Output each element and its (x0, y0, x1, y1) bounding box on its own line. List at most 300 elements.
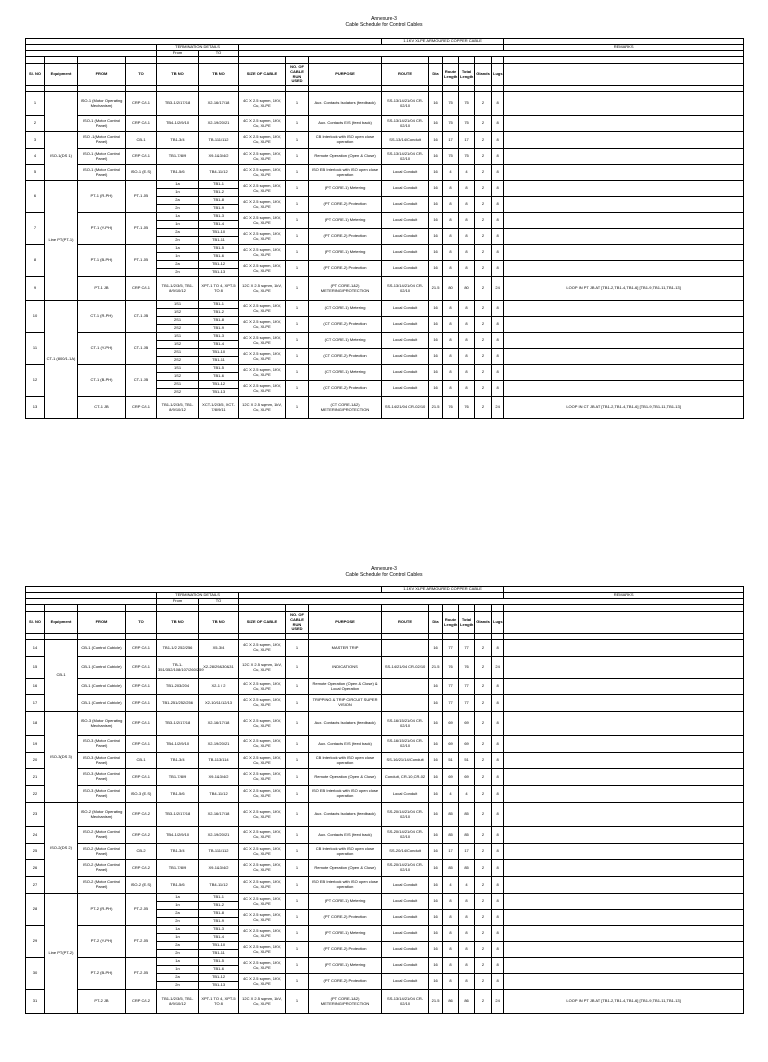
lugs-cell: 8 (492, 317, 504, 333)
runs-cell: 1 (286, 181, 309, 197)
table-cell (475, 57, 492, 64)
route-length-cell: 8 (443, 365, 459, 381)
table-cell (126, 57, 157, 64)
from-cell: ISO-2 (Motor Control Panel) (78, 827, 126, 844)
remarks-cell (504, 827, 744, 844)
tb-to-cell: TB1-1 (199, 301, 239, 309)
lugs-cell: 8 (492, 365, 504, 381)
glands-cell: 2 (475, 877, 492, 894)
from-cell: ISO-1 (Motor Control Panel) (78, 116, 126, 132)
runs-cell: 1 (286, 786, 309, 803)
remarks-cell (504, 365, 744, 381)
tb-from-cell: 1S2 (157, 341, 199, 349)
lugs-cell: 8 (492, 132, 504, 149)
column-header-size: SIZE OF CABLE (239, 64, 286, 86)
dia-cell: 16 (429, 116, 443, 132)
runs-cell: 1 (286, 753, 309, 769)
schedule-sheet-2 (0, 550, 768, 1062)
remarks-cell (504, 116, 744, 132)
lugs-cell: 8 (492, 712, 504, 736)
tb-to-cell: TB1-10 (199, 942, 239, 950)
purpose-cell: ISO EB Interlock with ISO open close operation (309, 165, 382, 181)
tb-from-cell: 2a (157, 197, 199, 205)
dia-cell: 21.5 (429, 657, 443, 679)
runs-cell: 1 (286, 640, 309, 657)
glands-cell: 2 (475, 197, 492, 213)
dia-cell: 16 (429, 381, 443, 397)
table-row (26, 181, 744, 189)
tb-to-cell: TB1-13 (199, 982, 239, 990)
cable-size-cell: 4C X 2.5 sqmm, 1KV, Cu, XLPE (239, 942, 286, 958)
tb-to-cell: XCT-1/2/3/5, XCT-7/8/9/11 (199, 397, 239, 419)
serial-number: 4 (26, 149, 45, 165)
route-cell (382, 640, 429, 657)
route-length-cell: 4 (443, 165, 459, 181)
total-length-cell: 75 (459, 116, 475, 132)
dia-cell: 16 (429, 679, 443, 695)
glands-cell: 2 (475, 245, 492, 261)
table-cell (309, 57, 382, 64)
route-length-cell: 85 (443, 827, 459, 844)
from-cell: PT-2 (R-PH) (78, 894, 126, 926)
cable-size-cell: 4C X 2.5 sqmm, 1KV, Cu, XLPE (239, 827, 286, 844)
equipment-cell: Line PT(PT-2) (45, 894, 78, 1014)
table-row (26, 64, 744, 86)
tb-to-cell: TB1-2 (199, 309, 239, 317)
purpose-cell: Remote Operation (Open & Close) (309, 769, 382, 786)
total-length-cell: 80 (459, 277, 475, 301)
total-length-cell: 85 (459, 827, 475, 844)
tb-from-cell: TB1-1/2/3/5, TB1-8/9/10/12 (157, 397, 199, 419)
tb-from-cell: 1n (157, 221, 199, 229)
route-cell: Local Conduit (382, 197, 429, 213)
total-length-cell: 8 (459, 213, 475, 229)
glands-cell: 2 (475, 860, 492, 877)
tb-to-cell: X2-19/20/21 (199, 116, 239, 132)
total-length-cell: 4 (459, 786, 475, 803)
tb-to-cell: TB1-4 (199, 341, 239, 349)
to-cell: ISO-2 (E.S) (126, 877, 157, 894)
cable-size-cell: 4C X 2.5 sqmm, 1KV, Cu, XLPE (239, 181, 286, 197)
dia-cell: 16 (429, 974, 443, 990)
glands-cell: 2 (475, 736, 492, 753)
tb-from-cell: 1a (157, 926, 199, 934)
tb-from-cell: 2n (157, 918, 199, 926)
runs-cell: 1 (286, 827, 309, 844)
tb-from-cell: 2n (157, 269, 199, 277)
total-length-cell: 17 (459, 132, 475, 149)
tb-to-cell: TB1-2 (199, 189, 239, 197)
table-cell (199, 57, 239, 64)
lugs-cell: 8 (492, 769, 504, 786)
to-cell: CB-2 (126, 844, 157, 860)
lugs-cell: 8 (492, 786, 504, 803)
equipment-cell: ISO-1(DS 1) (45, 132, 78, 181)
lugs-cell: 8 (492, 695, 504, 712)
table-row (26, 245, 744, 253)
glands-cell: 2 (475, 301, 492, 317)
cable-size-cell: 4C X 2.5 sqmm, 1KV, Cu, XLPE (239, 712, 286, 736)
dia-cell: 16 (429, 245, 443, 261)
route-length-cell: 76 (443, 657, 459, 679)
purpose-cell: Aux. Contacts Isolators (feedback) (309, 712, 382, 736)
route-cell: SS-13/14/21/04 CR-02/10 (382, 116, 429, 132)
purpose-cell: (PT CORE-1) Metering (309, 926, 382, 942)
remarks-cell (504, 213, 744, 229)
route-length-cell: 75 (443, 116, 459, 132)
from-cell: CB-1 (Control Cubicle) (78, 657, 126, 679)
route-cell: Local Conduit (382, 333, 429, 349)
runs-cell: 1 (286, 657, 309, 679)
dia-cell: 16 (429, 149, 443, 165)
dia-cell: 16 (429, 786, 443, 803)
tb-from-cell: 2n (157, 205, 199, 213)
cable-size-cell: 4C X 2.5 sqmm, 1KV, Cu, XLPE (239, 132, 286, 149)
remarks-cell (504, 894, 744, 910)
to-cell: CRP C/l-1 (126, 397, 157, 419)
total-length-cell: 8 (459, 229, 475, 245)
serial-number: 23 (26, 803, 45, 827)
tb-to-cell: TB1-12 (199, 381, 239, 389)
route-length-cell: 8 (443, 245, 459, 261)
lugs-cell: 8 (492, 197, 504, 213)
dia-cell: 16 (429, 365, 443, 381)
route-length-cell: 8 (443, 317, 459, 333)
total-length-cell: 8 (459, 245, 475, 261)
tb-to-cell: TB-111/112 (199, 844, 239, 860)
serial-number: 12 (26, 365, 45, 397)
serial-number: 1 (26, 92, 45, 116)
runs-cell: 1 (286, 245, 309, 261)
runs-cell: 1 (286, 974, 309, 990)
tb-from-cell: 2a (157, 910, 199, 918)
tb-from-cell: 1S2 (157, 373, 199, 381)
lugs-cell: 8 (492, 333, 504, 349)
to-cell: CRP C/l-1 (126, 695, 157, 712)
to-cell: CRP C/l-1 (126, 149, 157, 165)
cable-size-cell: 4C X 2.5 sqmm, 1KV, Cu, XLPE (239, 769, 286, 786)
runs-cell: 1 (286, 197, 309, 213)
table-row (26, 640, 744, 657)
serial-number: 3 (26, 132, 45, 149)
glands-cell: 2 (475, 942, 492, 958)
remarks-cell (504, 92, 744, 116)
tb-to-cell: TB1-1 (199, 894, 239, 902)
column-header-glands: Glands (475, 612, 492, 634)
purpose-cell: (CT CORE-1) Metering (309, 333, 382, 349)
cable-table-1 (25, 38, 744, 419)
table-row (26, 57, 744, 64)
route-length-cell: 85 (443, 803, 459, 827)
table-row (26, 844, 744, 860)
table-row (26, 333, 744, 341)
table-cell (504, 605, 744, 612)
table-cell (459, 605, 475, 612)
lugs-cell: 8 (492, 165, 504, 181)
route-length-cell: 80 (443, 277, 459, 301)
remarks-cell: LOOP IN PT JB AT [TB1-2,TB1-4,TB1-6] [TB1-9,TB1-11,TB1-13] (504, 277, 744, 301)
tb-from-cell: TB1-5/6 (157, 877, 199, 894)
cable-size-cell: 4C X 2.5 sqmm, 1KV, Cu, XLPE (239, 640, 286, 657)
cable-size-cell: 4C X 2.5 sqmm, 1KV, Cu, XLPE (239, 679, 286, 695)
cable-size-cell: 12C X 2.5 sqmm, 1kV, Cu, XLPE (239, 277, 286, 301)
route-length-cell: 75 (443, 92, 459, 116)
route-cell: Local Conduit (382, 261, 429, 277)
purpose-cell: Aux. Contacts Isolators (feedback) (309, 803, 382, 827)
runs-cell: 1 (286, 712, 309, 736)
tb-from-cell: TB4-1/2/9/10 (157, 736, 199, 753)
total-length-cell: 8 (459, 261, 475, 277)
serial-number: 26 (26, 860, 45, 877)
tb-from-cell: 1S1 (157, 333, 199, 341)
runs-cell: 1 (286, 942, 309, 958)
table-cell (239, 57, 286, 64)
total-length-cell: 8 (459, 926, 475, 942)
tb-from-cell: TB1-1/2/3/5, TB1-8/9/10/12 (157, 990, 199, 1014)
cable-size-cell: 4C X 2.5 sqmm, 1KV, Cu, XLPE (239, 844, 286, 860)
serial-number: 28 (26, 894, 45, 926)
cable-size-cell: 4C X 2.5 sqmm, 1KV, Cu, XLPE (239, 803, 286, 827)
lugs-cell: 8 (492, 958, 504, 974)
to-cell: CRP C/l-2 (126, 827, 157, 844)
table-row (26, 301, 744, 309)
cable-size-cell: 4C X 2.5 sqmm, 1KV, Cu, XLPE (239, 877, 286, 894)
route-cell: Conduit, CR-10,CR-02 (382, 769, 429, 786)
route-length-cell: 75 (443, 149, 459, 165)
glands-cell: 2 (475, 397, 492, 419)
remarks-cell (504, 860, 744, 877)
column-header-size: SIZE OF CABLE (239, 612, 286, 634)
tb-from-cell: 2n (157, 237, 199, 245)
glands-cell: 2 (475, 640, 492, 657)
table-cell (429, 605, 443, 612)
tb-to-cell: TB1-13 (199, 269, 239, 277)
runs-cell: 1 (286, 333, 309, 349)
tb-from-cell: 2S2 (157, 357, 199, 365)
route-cell: Local Conduit (382, 229, 429, 245)
column-header-from: FROM (78, 612, 126, 634)
table-row (26, 753, 744, 769)
from-header: From (157, 51, 199, 57)
cable-size-cell: 4C X 2.5 sqmm, 1KV, Cu, XLPE (239, 349, 286, 365)
table-row (26, 116, 744, 132)
purpose-cell: (PT CORE-2) Protection (309, 942, 382, 958)
cable-size-cell: 4C X 2.5 sqmm, 1KV, Cu, XLPE (239, 860, 286, 877)
table-cell (504, 64, 744, 86)
from-cell: CT-1 JB (78, 397, 126, 419)
tb-to-cell: TB1-11 (199, 237, 239, 245)
tb-to-cell: TB4-11/12 (199, 786, 239, 803)
purpose-cell: (PT CORE-1&2) METERING/PROTECTION (309, 990, 382, 1014)
route-length-cell: 8 (443, 381, 459, 397)
serial-number: 13 (26, 397, 45, 419)
route-cell: SS-16/15/21/04 CR-02/10 (382, 736, 429, 753)
serial-number: 29 (26, 926, 45, 958)
total-length-cell: 8 (459, 197, 475, 213)
lugs-cell: 8 (492, 910, 504, 926)
from-cell: ISO -1(Motor Control Panel) (78, 132, 126, 149)
tb-from-cell: 2a (157, 974, 199, 982)
cable-size-cell: 4C X 2.5 sqmm, 1KV, Cu, XLPE (239, 958, 286, 974)
route-cell: Local Conduit (382, 942, 429, 958)
dia-cell: 16 (429, 301, 443, 317)
to-cell: PT-1 JB (126, 245, 157, 277)
dia-cell: 16 (429, 197, 443, 213)
tb-from-cell: TB1-251/252/256 (157, 695, 199, 712)
lugs-cell: 8 (492, 679, 504, 695)
lugs-cell: 8 (492, 974, 504, 990)
tb-from-cell: 2S1 (157, 349, 199, 357)
remarks-cell (504, 803, 744, 827)
table-row (26, 92, 744, 116)
total-length-cell: 85 (459, 803, 475, 827)
total-length-cell: 77 (459, 679, 475, 695)
sheet-title-2 (0, 550, 768, 578)
from-cell: PT-2 (B-PH) (78, 958, 126, 990)
total-length-cell: 8 (459, 333, 475, 349)
route-cell: Local Conduit (382, 317, 429, 333)
route-cell: Local Conduit (382, 181, 429, 197)
lugs-cell: 8 (492, 803, 504, 827)
tb-to-cell: X5-3/4 (199, 640, 239, 657)
termination-details-header: TERMINATION DETAILS (157, 593, 239, 599)
route-length-cell: 85 (443, 860, 459, 877)
tb-from-cell: TB1-5/6 (157, 786, 199, 803)
to-cell: PT-2 JB (126, 894, 157, 926)
cable-size-cell: 4C X 2.5 sqmm, 1KV, Cu, XLPE (239, 245, 286, 261)
dia-cell: 16 (429, 910, 443, 926)
route-cell: SS-16/21/14/Conduit (382, 753, 429, 769)
to-cell: CRP C/l-1 (126, 92, 157, 116)
lugs-cell: 8 (492, 926, 504, 942)
tb-from-cell: TB1-1/2/3/5, TB1-8/9/10/12 (157, 277, 199, 301)
remarks-cell (504, 197, 744, 213)
tb-from-cell: 2S2 (157, 325, 199, 333)
tb-from-cell: 1a (157, 958, 199, 966)
table-row (26, 736, 744, 753)
route-length-cell: 4 (443, 877, 459, 894)
glands-cell: 2 (475, 365, 492, 381)
lugs-cell: 24 (492, 277, 504, 301)
table-row (26, 679, 744, 695)
serial-number: 2 (26, 116, 45, 132)
cable-type-header: 1.1KV XLPE ARMOURED COPPER CABLE (382, 39, 504, 45)
total-length-cell: 17 (459, 844, 475, 860)
runs-cell: 1 (286, 132, 309, 149)
dia-cell: 16 (429, 132, 443, 149)
runs-cell: 1 (286, 381, 309, 397)
column-header-equipment: Equipment (45, 64, 78, 86)
annexure-title: Annexure-3 (371, 566, 397, 572)
route-cell: Local Conduit (382, 213, 429, 229)
column-header-runs: NO. OF CABLE RUN USED (286, 64, 309, 86)
glands-cell: 2 (475, 894, 492, 910)
dia-cell: 16 (429, 753, 443, 769)
dia-cell: 16 (429, 261, 443, 277)
route-length-cell: 8 (443, 926, 459, 942)
route-length-cell: 8 (443, 213, 459, 229)
purpose-cell: (CT CORE-2) Protection (309, 381, 382, 397)
lugs-cell: 8 (492, 149, 504, 165)
purpose-cell: Aux. Contacts E/S (feed back) (309, 116, 382, 132)
route-length-cell: 8 (443, 197, 459, 213)
runs-cell: 1 (286, 116, 309, 132)
route-length-cell: 8 (443, 894, 459, 910)
tb-from-cell: TB1-3/4 (157, 753, 199, 769)
serial-number: 5 (26, 165, 45, 181)
table-row (26, 277, 744, 301)
route-cell: Local Conduit (382, 877, 429, 894)
cable-size-cell: 4C X 2.5 sqmm, 1KV, Cu, XLPE (239, 165, 286, 181)
dia-cell: 16 (429, 803, 443, 827)
glands-cell: 2 (475, 277, 492, 301)
route-cell: SS-20/14/21/04 CR-02/10 (382, 827, 429, 844)
from-cell: ISO-3 (Motor Control Panel) (78, 786, 126, 803)
table-cell (45, 605, 78, 612)
glands-cell: 2 (475, 132, 492, 149)
cable-size-cell: 12C X 2.5 sqmm, 1kV, Cu, XLPE (239, 657, 286, 679)
from-cell: ISO-2 (Motor Control Panel) (78, 877, 126, 894)
remarks-header: REMARKS (504, 45, 744, 51)
route-length-cell: 8 (443, 181, 459, 197)
runs-cell: 1 (286, 365, 309, 381)
total-length-cell: 77 (459, 640, 475, 657)
glands-cell: 2 (475, 181, 492, 197)
tb-from-cell: 1S1 (157, 301, 199, 309)
glands-cell: 2 (475, 229, 492, 245)
table-row (26, 786, 744, 803)
runs-cell: 1 (286, 860, 309, 877)
table-row (26, 958, 744, 966)
schedule-sheet-1 (0, 0, 768, 512)
route-cell: Local Conduit (382, 910, 429, 926)
table-cell (459, 57, 475, 64)
remarks-cell (504, 149, 744, 165)
glands-cell: 2 (475, 958, 492, 974)
route-cell: Local Conduit (382, 165, 429, 181)
lugs-cell: 8 (492, 827, 504, 844)
lugs-cell: 8 (492, 844, 504, 860)
tb-from-cell: TB1-5/6 (157, 165, 199, 181)
remarks-cell (504, 877, 744, 894)
purpose-cell: (PT CORE-2) Protection (309, 197, 382, 213)
tb-from-cell: 1a (157, 213, 199, 221)
table-row (26, 827, 744, 844)
from-cell: PT-2 JB (78, 990, 126, 1014)
glands-cell: 2 (475, 92, 492, 116)
route-cell: Local Conduit (382, 958, 429, 974)
column-header-dia: Dia (429, 64, 443, 86)
equipment-cell (45, 92, 78, 132)
glands-cell: 2 (475, 261, 492, 277)
tb-from-cell: 1S1 (157, 365, 199, 373)
tb-from-cell: TB4-1/2/9/10 (157, 116, 199, 132)
tb-from-cell: 2S2 (157, 389, 199, 397)
cable-size-cell: 4C X 2.5 sqmm, 1KV, Cu, XLPE (239, 695, 286, 712)
cable-size-cell: 12C X 2.5 sqmm, 1kV, Cu, XLPE (239, 397, 286, 419)
from-cell: CB-1 (Control Cubicle) (78, 695, 126, 712)
table-row (26, 213, 744, 221)
glands-cell: 2 (475, 165, 492, 181)
table-cell (492, 57, 504, 64)
tb-to-cell: X2-16/17/18 (199, 803, 239, 827)
tb-from-cell: 1n (157, 934, 199, 942)
remarks-cell (504, 974, 744, 990)
purpose-cell: Remote Operation (Open & Close) & Local Operation (309, 679, 382, 695)
route-cell (382, 679, 429, 695)
runs-cell: 1 (286, 844, 309, 860)
lugs-cell: 8 (492, 245, 504, 261)
